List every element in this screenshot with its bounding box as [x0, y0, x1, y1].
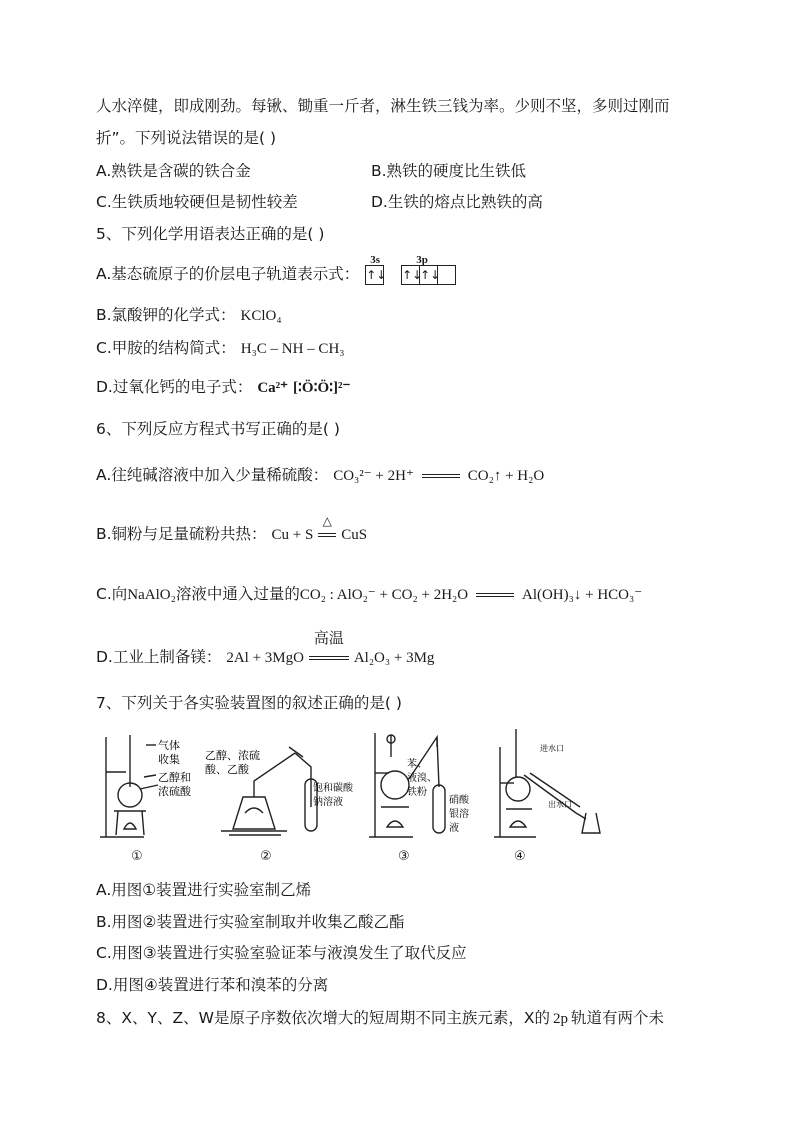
heat-symbol: △	[322, 514, 332, 528]
q5-option-b-text: B.氯酸钾的化学式：	[96, 306, 236, 324]
orbital-diagram	[366, 254, 456, 285]
fig4-label-2: 出水口	[548, 800, 572, 809]
orbital-3p-box-1: ↑↓	[401, 265, 420, 285]
apparatus-figure-2	[203, 727, 353, 845]
fig1-label-1: 气体	[158, 739, 180, 752]
high-temp-condition	[309, 629, 349, 667]
q6-option-a-text: A.往纯碱溶液中加入少量稀硫酸：	[96, 466, 329, 484]
orbital-3s-box: ↑↓	[365, 265, 384, 285]
eq-b-right: CuS	[341, 527, 368, 543]
q5-option-d-text: D.过氧化钙的电子式：	[96, 378, 253, 396]
q6-option-b[interactable]	[96, 514, 368, 545]
q4-option-b[interactable]: B.熟铁的硬度比生铁低	[371, 162, 527, 180]
fig3-label-5: 银溶	[449, 809, 469, 820]
equals-sign	[476, 593, 514, 597]
eq-b-left: Cu + S	[271, 527, 314, 543]
q6-option-c-text-2: 溶液中通入过量的	[175, 585, 300, 603]
caption-1: ①	[131, 849, 143, 864]
fig1-label-3: 乙醇和	[158, 771, 191, 784]
fig3-label-1: 苯、	[407, 759, 427, 770]
cao2-electron-formula-o2: [∶Ö∶Ö∶]²⁻	[293, 380, 351, 396]
apparatus-figure-4	[490, 727, 610, 845]
passage-line-2: 折”。下列说法错误的是( )	[96, 129, 277, 147]
eq-a-right: CO₂↑ + H₂O	[467, 468, 545, 484]
high-temp-label: 高温	[313, 629, 344, 647]
q7-option-c[interactable]: C.用图③装置进行实验室验证苯与液溴发生了取代反应	[96, 944, 467, 962]
eq-d-right: Al₂O₃ + 3Mg	[353, 650, 435, 666]
fig2-label-2: 酸、乙酸	[205, 763, 249, 776]
apparatus-figure-1	[96, 727, 216, 845]
fig1-label-4: 浓硫酸	[158, 785, 191, 798]
caption-4: ④	[514, 849, 526, 864]
eq-c-right: Al(OH)₃↓ + HCO₃⁻	[521, 587, 643, 603]
q6-option-a[interactable]	[96, 465, 544, 486]
q5-option-c[interactable]	[96, 338, 345, 359]
fig1-label-2: 收集	[158, 753, 180, 766]
fig3-label-4: 硝酸	[449, 795, 469, 806]
q6-option-c[interactable]	[96, 584, 642, 605]
q6-option-b-text: B.铜粉与足量硫粉共热：	[96, 525, 267, 543]
orbital-3p-box-2: ↑↓	[419, 265, 438, 285]
caption-2: ②	[260, 849, 272, 864]
orbital-2p: 2p	[553, 1011, 569, 1027]
q6-option-d[interactable]	[96, 629, 435, 668]
q8-stem-end: 轨道有两个未	[571, 1009, 665, 1027]
passage-line-1: 人水淬健，即成刚劲。每锹、锄重一斤者，淋生铁三钱为率。少则不坚，多则过刚而	[96, 97, 670, 115]
caption-3: ③	[398, 849, 410, 864]
fig4-label-1: 进水口	[540, 744, 564, 753]
q7-stem: 7、下列关于各实验装置图的叙述正确的是( )	[96, 694, 402, 712]
fig3-label-2: 液溴、	[407, 773, 437, 784]
q5-stem: 5、下列化学用语表达正确的是( )	[96, 225, 325, 243]
q4-option-c[interactable]: C.生铁质地较硬但是韧性较差	[96, 193, 298, 211]
methylamine-formula: H₃C – NH – CH₃	[240, 341, 345, 357]
heat-condition	[318, 514, 336, 544]
q8-stem	[96, 1008, 664, 1029]
q7-option-b[interactable]: B.用图②装置进行实验室制取并收集乙酸乙酯	[96, 913, 405, 931]
fig2-label-3: 饱和碳酸	[313, 783, 353, 794]
fig3-label-3: 铁粉	[407, 787, 427, 798]
eq-c-left: CO₂ : AlO₂⁻ + CO₂ + 2H₂O	[299, 587, 469, 603]
q6-stem: 6、下列反应方程式书写正确的是( )	[96, 420, 340, 438]
apparatus-figure-3	[367, 727, 487, 845]
orbital-3p-label: 3p	[416, 254, 428, 267]
fig2-label-1: 乙醇、浓硫	[205, 749, 260, 762]
q7-option-d[interactable]: D.用图④装置进行苯和溴苯的分离	[96, 976, 329, 994]
kclo4-formula: KClO₄	[240, 308, 282, 324]
orbital-3p-box-3	[437, 265, 456, 285]
q5-option-d[interactable]	[96, 377, 350, 398]
q5-option-b[interactable]	[96, 305, 282, 326]
q8-stem-text: 8、X、Y、Z、W是原子序数依次增大的短周期不同主族元素，X的	[96, 1009, 551, 1027]
eq-d-left: 2Al + 3MgO	[226, 650, 304, 666]
q6-option-d-text: D.工业上制备镁：	[96, 648, 222, 666]
orbital-3s-label: 3s	[370, 254, 380, 267]
eq-a-left: CO₃²⁻ + 2H⁺	[333, 468, 414, 484]
naalo2-formula: NaAlO₂	[127, 587, 176, 603]
q7-option-a[interactable]: A.用图①装置进行实验室制乙烯	[96, 881, 312, 899]
q6-option-c-text: C.向	[96, 585, 128, 603]
fig2-label-4: 钠溶液	[313, 797, 343, 808]
equals-sign	[422, 474, 460, 478]
q5-option-a[interactable]	[96, 254, 456, 285]
q4-option-a[interactable]: A.熟铁是含碳的铁合金	[96, 162, 251, 180]
fig3-label-6: 液	[449, 823, 459, 834]
cao2-electron-formula-ca: Ca²⁺	[257, 380, 289, 396]
q5-option-a-text: A.基态硫原子的价层电子轨道表示式：	[96, 265, 360, 283]
q4-option-d[interactable]: D.生铁的熔点比熟铁的高	[371, 193, 543, 211]
q5-option-c-text: C.甲胺的结构简式：	[96, 339, 236, 357]
